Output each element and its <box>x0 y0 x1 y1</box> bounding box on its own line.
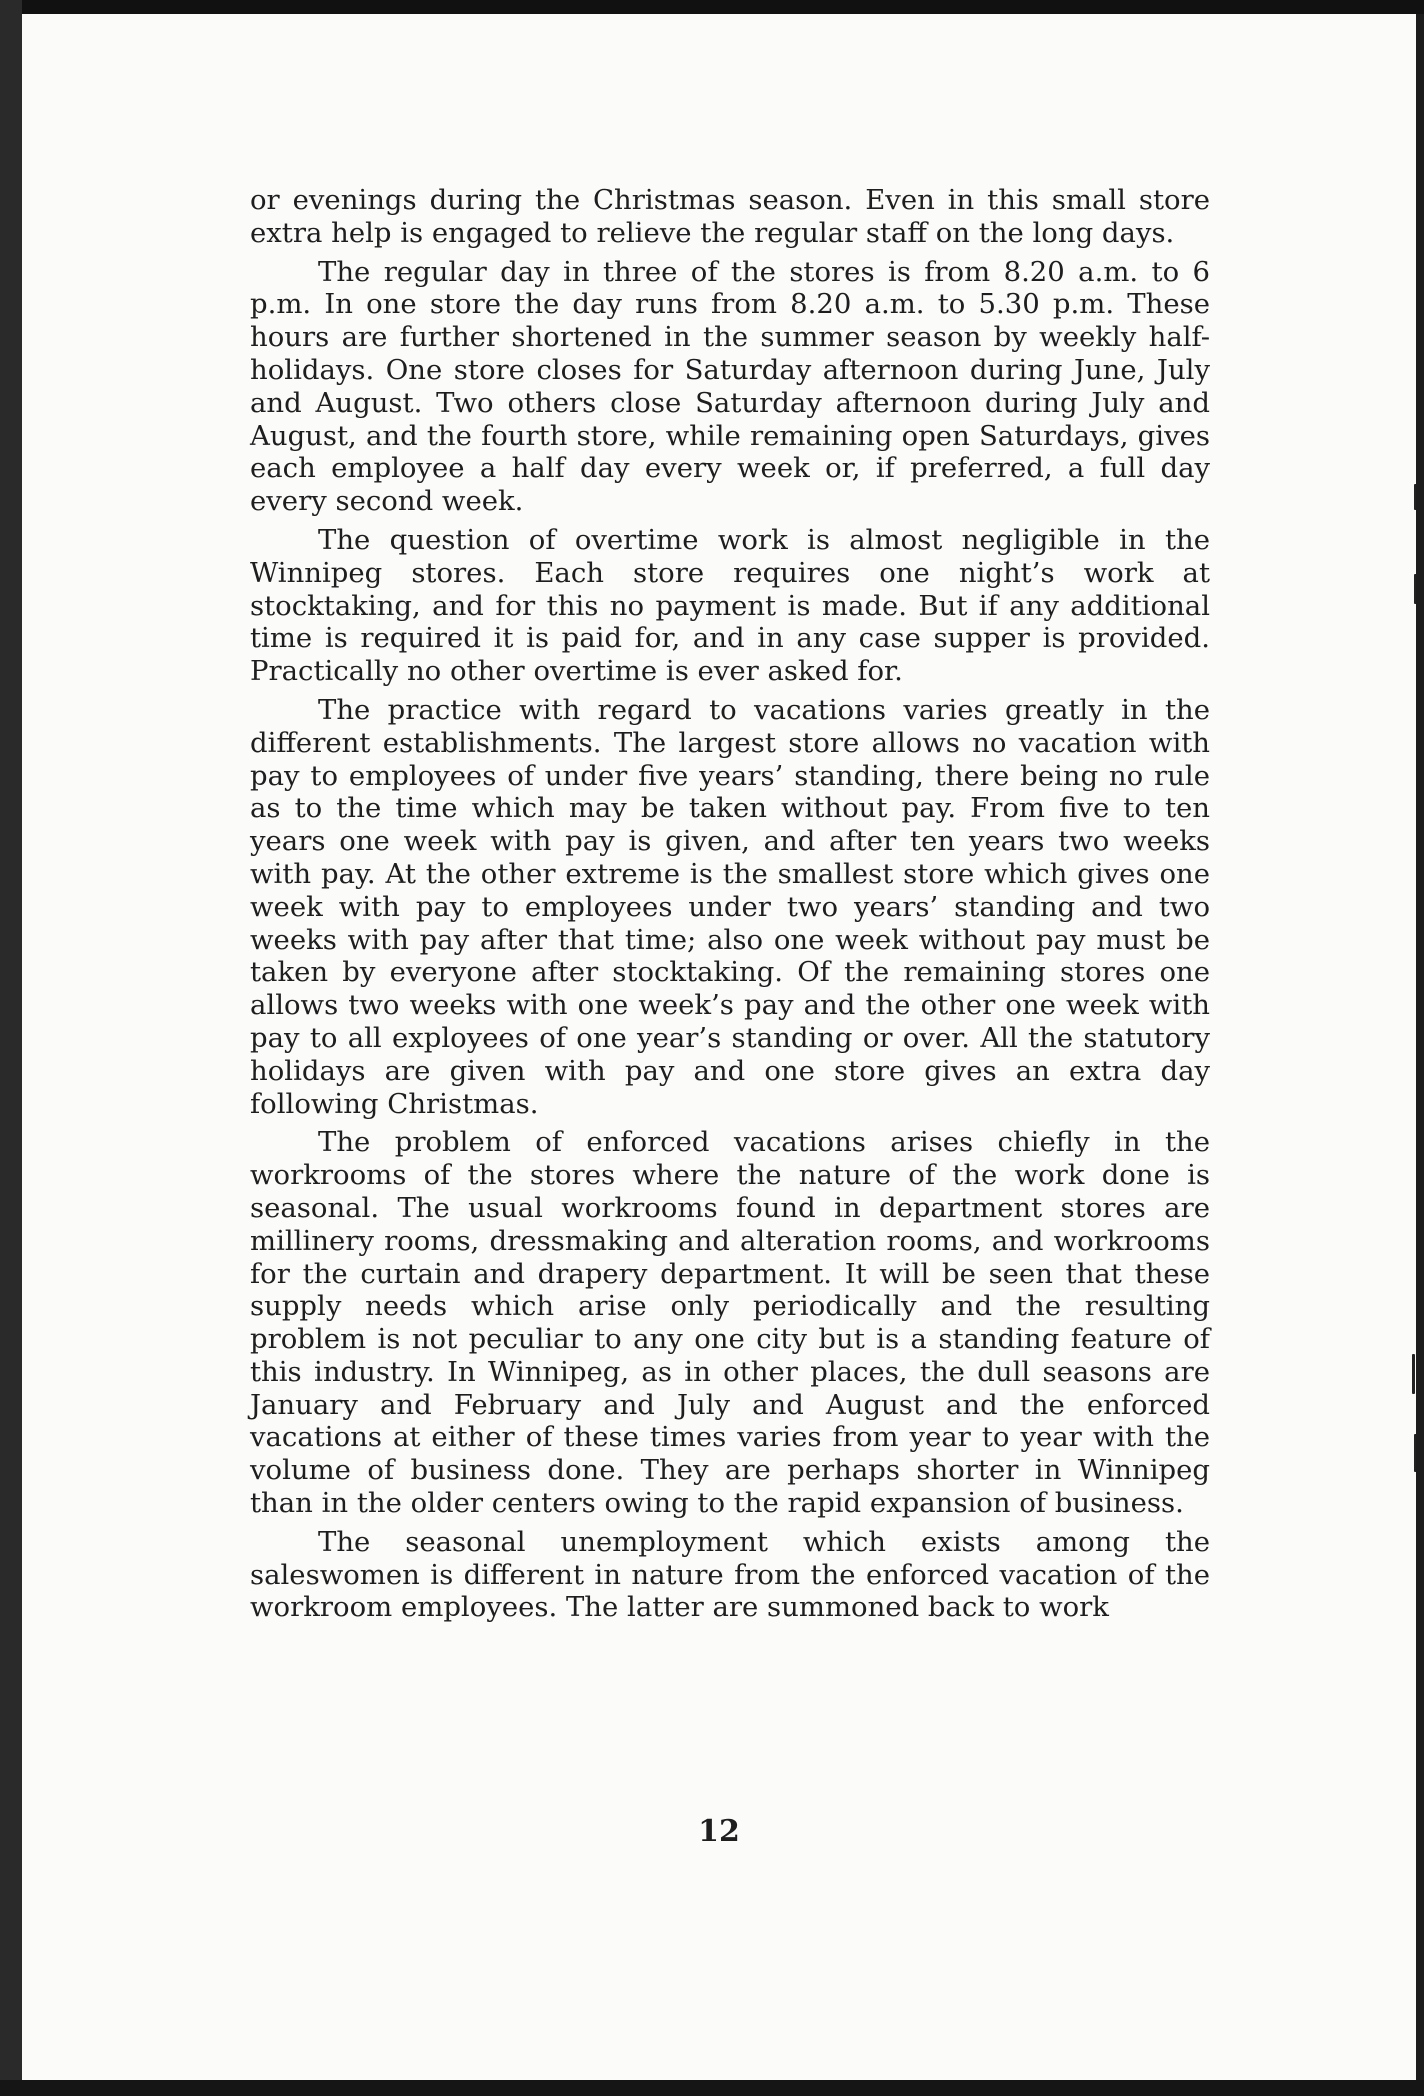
document-page <box>22 14 1416 2080</box>
paragraph-vacations: The practice with regard to vacations varies greatly in the different establishments. The largest store allows no vacation with pay to employees of under five years’ standing, there being no rule as to the time which may be taken without pay. From five to ten years one week with pay is given, and after ten years two weeks with pay. At the other extreme is the smallest store which gives one week with pay to employees under two years’ standing and two weeks with pay after that time; also one week without pay must be taken by everyone after stocktaking. Of the remaining stores one allows two weeks with one week’s pay and the other one week with pay to all exployees of one year’s standing or over. All the statutory holidays are given with pay and one store gives an extra day following Christmas. <box>250 693 1210 1120</box>
paragraph-continuation: or evenings during the Christmas season. Even in this small store extra help is engaged to relieve the regular staff on the long days. <box>250 184 1210 249</box>
paragraph-overtime: The question of overtime work is almost negligible in the Winnipeg stores. Each store requires one night’s work at stocktaking, and for this no payment is made. But if any additional time is required it is paid for, and in any case supper is provided. Practically no other overtime is ever asked for. <box>250 523 1210 688</box>
scan-edge-mark <box>1412 1354 1415 1394</box>
scan-edge-mark <box>1414 484 1416 510</box>
page-number: 12 <box>698 1814 740 1849</box>
scan-left-border <box>0 0 22 2096</box>
paragraph-seasonal-unemployment: The seasonal unemployment which exists among the saleswomen is different in nature from the enforced vacation of the workroom employees. The latter are summoned back to work <box>250 1525 1210 1624</box>
scan-bottom-border <box>0 2080 1424 2096</box>
scan-edge-mark <box>1414 574 1416 604</box>
scan-edge-mark <box>1414 1434 1416 1472</box>
body-text <box>250 184 1210 1630</box>
scan-top-border <box>0 0 1424 14</box>
paragraph-enforced-vacations: The problem of enforced vacations arises chiefly in the workrooms of the stores where the nature of the work done is seasonal. The usual workrooms found in department stores are millinery rooms, dressmaking and alteration rooms, and workrooms for the curtain and drapery department. It will be seen that these supply needs which arise only periodically and the resulting problem is not peculiar to any one city but is a standing feature of this industry. In Winnipeg, as in other places, the dull seasons are January and February and July and August and the enforced vacations at either of these times varies from year to year with the volume of business done. They are perhaps shorter in Winnipeg than in the older centers owing to the rapid expansion of business. <box>250 1126 1210 1520</box>
paragraph-working-hours: The regular day in three of the stores is from 8.20 a.m. to 6 p.m. In one store the day runs from 8.20 a.m. to 5.30 p.m. These hours are further shortened in the summer season by weekly half-holidays. One store closes for Saturday afternoon during June, July and August. Two others close Saturday afternoon during July and August, and the fourth store, while remaining open Saturdays, gives each employee a half day every week or, if preferred, a full day every second week. <box>250 255 1210 518</box>
